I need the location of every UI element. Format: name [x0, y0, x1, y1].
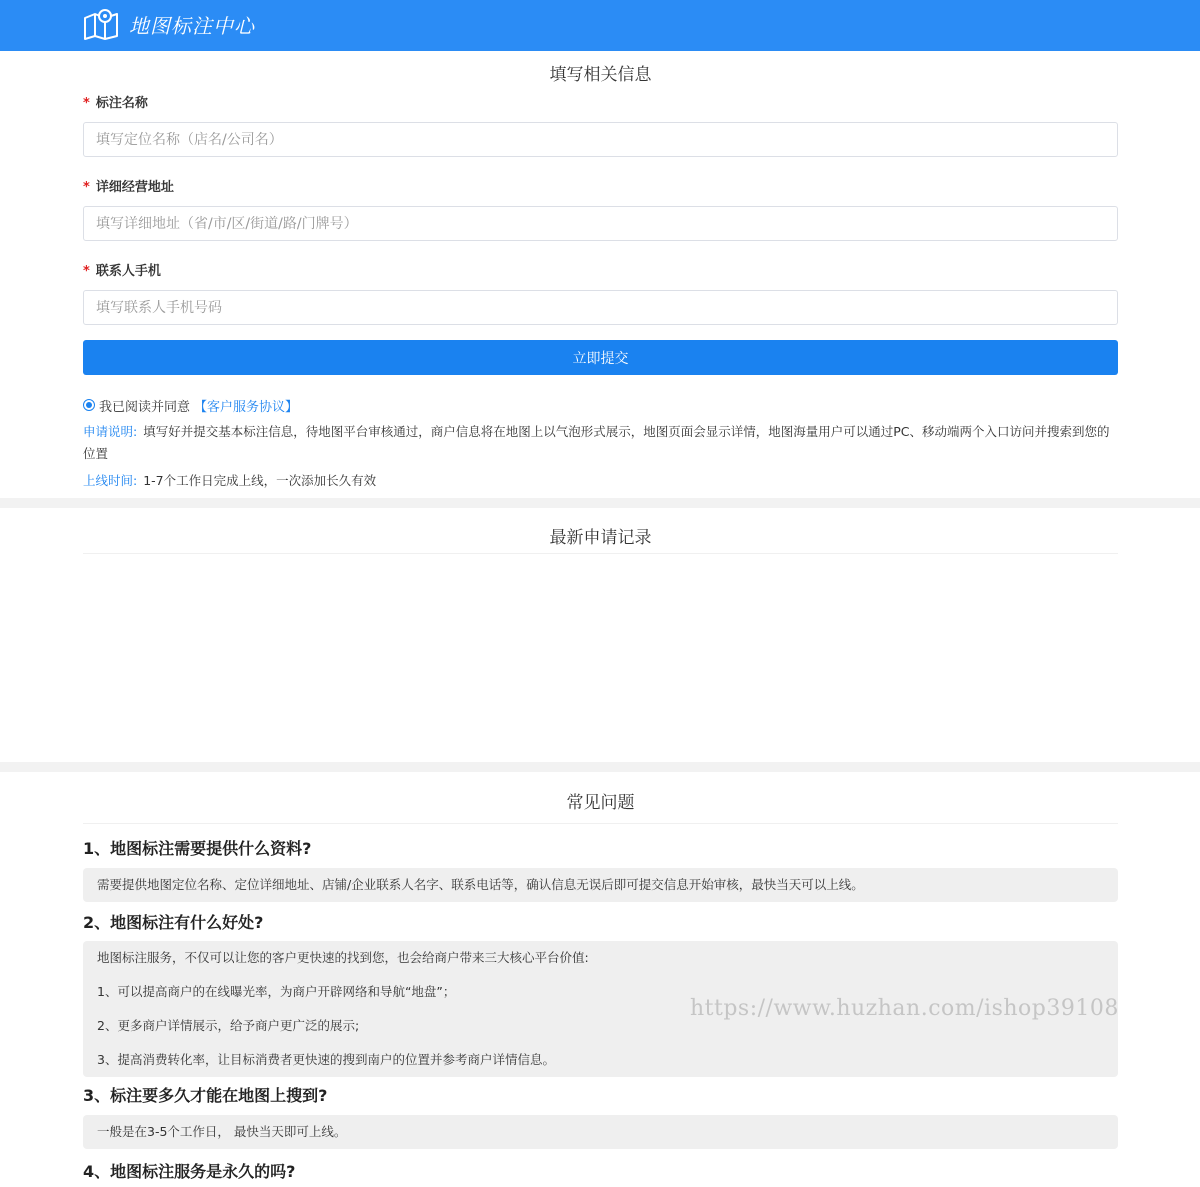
apply-note: [83, 421, 1118, 465]
faq-answer-1-text: 需要提供地图定位名称、定位详细地址、店铺/企业联系人名字、联系电话等，确认信息无误后即可提交信息开始审核，最快当天可以上线。: [97, 877, 864, 892]
field-phone-label-text: 联系人手机: [95, 264, 161, 279]
faq-question-3: 3、标注要多久才能在地图上搜到?: [83, 1086, 328, 1105]
field-name-label-text: 标注名称: [95, 96, 148, 111]
agreement-row: [83, 395, 1118, 415]
field-address-label: [83, 178, 1118, 198]
faq-section: [83, 772, 1118, 1187]
address-input[interactable]: [83, 206, 1118, 241]
field-phone: [83, 262, 1118, 325]
records-title: 最新申请记录: [83, 508, 1118, 554]
faq-question-4: 4、地图标注服务是永久的吗?: [83, 1162, 296, 1181]
site-logo[interactable]: [83, 6, 255, 42]
online-note-text: 1-7个工作日完成上线，一次添加长久有效: [143, 473, 377, 488]
field-name: [83, 94, 1118, 157]
field-phone-label: [83, 262, 1118, 282]
location-name-input[interactable]: [83, 122, 1118, 157]
faq-answer-3: [83, 1115, 1118, 1149]
apply-note-text: 填写好并提交基本标注信息，待地图平台审核通过，商户信息将在地图上以气泡形式展示，地图页面会显示详情，地图海量用户可以通过PC、移动端两个入口访问并搜索到您的位置: [83, 424, 1110, 461]
faq-answer-1: [83, 868, 1118, 902]
faq-title: 常见问题: [83, 772, 1118, 824]
header-bar: [0, 0, 1200, 51]
faq-answer-2-line: 3、提高消费转化率，让目标消费者更快速的搜到南户的位置并参考商户详情信息。: [97, 1052, 555, 1067]
agree-radio[interactable]: [83, 399, 95, 411]
online-note-key: 上线时间:: [83, 473, 138, 488]
faq-question-1: 1、地图标注需要提供什么资料?: [83, 839, 312, 858]
faq-answer-2: [83, 941, 1118, 1077]
form-title: 填写相关信息: [549, 65, 652, 85]
apply-note-key: 申请说明:: [83, 424, 138, 439]
required-mark: *: [83, 96, 90, 111]
faq-answer-2-line: 1、可以提高商户的在线曝光率，为商户开辟网络和导航“地盘”；: [97, 984, 456, 999]
section-divider: [0, 498, 1200, 508]
watermark: https://www.huzhan.com/ishop39108: [690, 996, 1119, 1021]
faq-answer-2-line: 2、更多商户详情展示，给予商户更广泛的展示;: [97, 1018, 360, 1033]
submit-button[interactable]: 立即提交: [83, 340, 1118, 375]
phone-input[interactable]: [83, 290, 1118, 325]
agree-text: 我已阅读并同意: [99, 399, 191, 415]
faq-question-2: 2、地图标注有什么好处?: [83, 913, 264, 932]
records-list: [83, 554, 1118, 762]
field-address-label-text: 详细经营地址: [95, 180, 174, 195]
map-pin-icon: [83, 8, 121, 40]
required-mark: *: [83, 264, 90, 279]
field-name-label: [83, 94, 1118, 114]
records-section: [83, 508, 1118, 762]
required-mark: *: [83, 180, 90, 195]
faq-answer-2-line: 地图标注服务，不仅可以让您的客户更快速的找到您，也会给商户带来三大核心平台价值:: [97, 950, 589, 965]
online-note: [83, 470, 1118, 492]
site-title: 地图标注中心: [129, 13, 255, 38]
section-divider: [0, 762, 1200, 772]
faq-answer-3-text: 一般是在3-5个工作日， 最快当天即可上线。: [97, 1124, 347, 1139]
field-address: [83, 178, 1118, 241]
apply-form: [83, 51, 1118, 492]
service-agreement-link[interactable]: 【客户服务协议】: [194, 399, 299, 415]
